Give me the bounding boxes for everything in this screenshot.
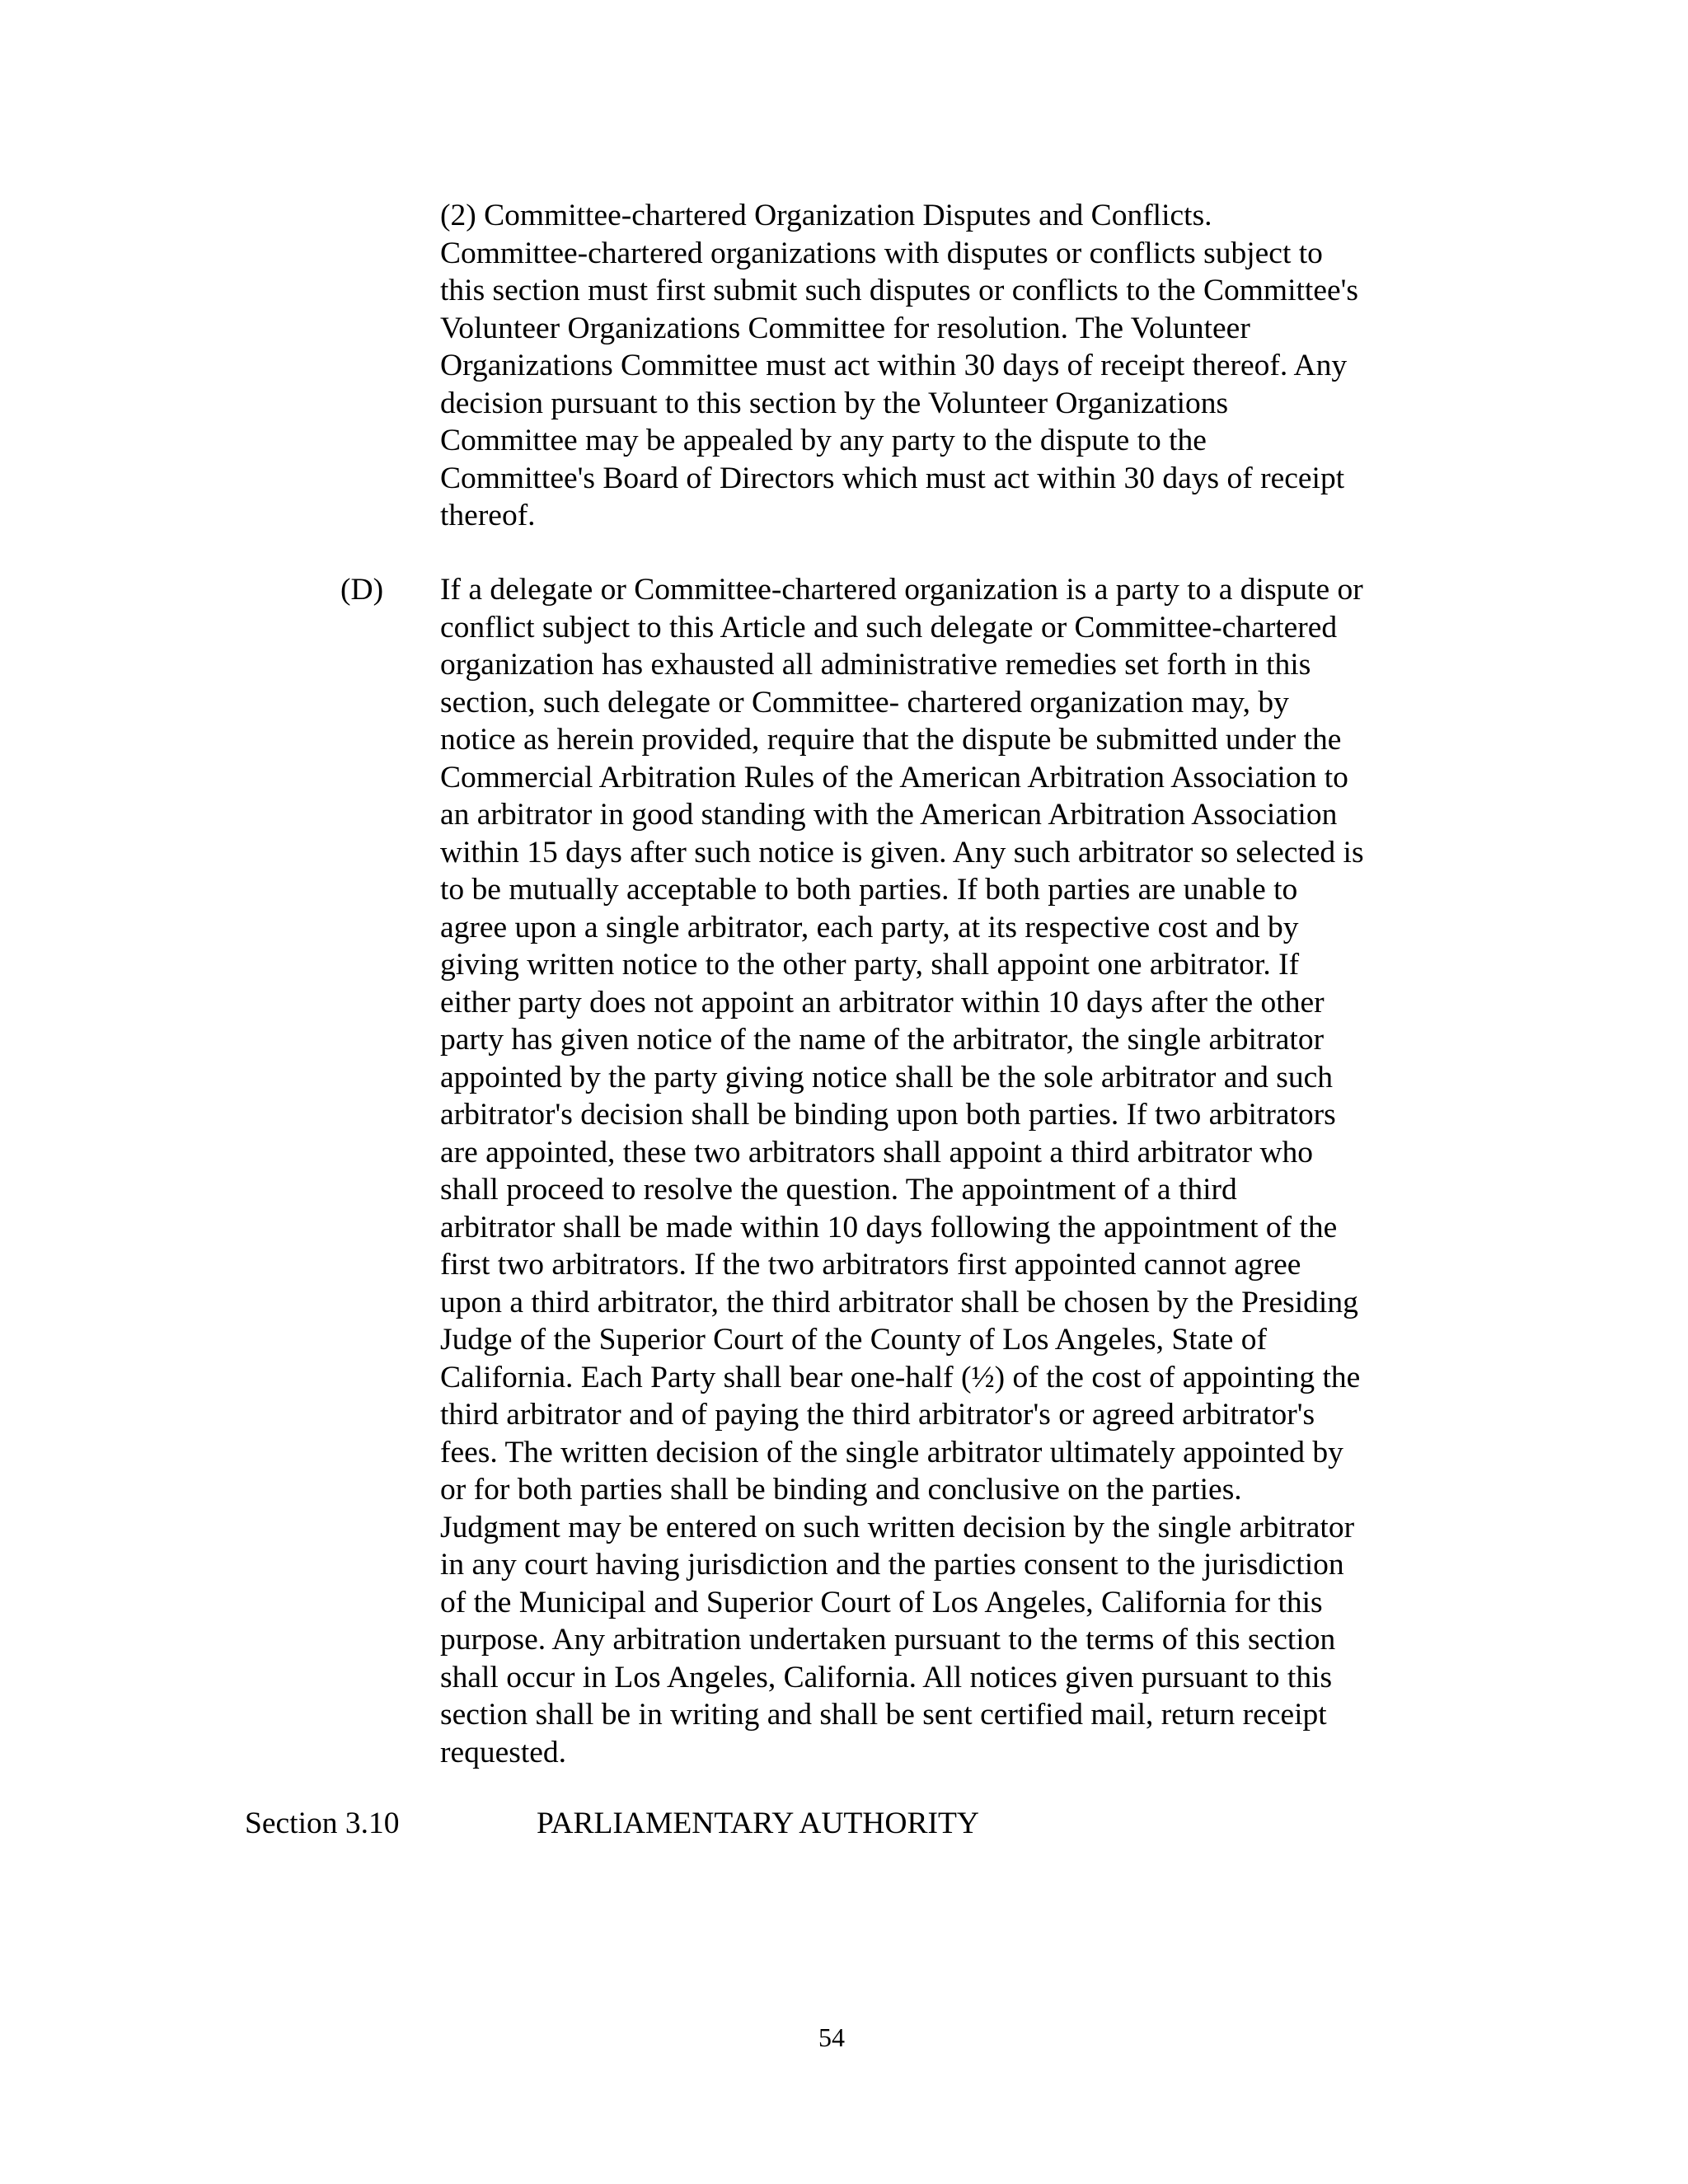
text-line: thereof.: [440, 499, 536, 532]
text-line: to be mutually acceptable to both parties. If both parties are unable to: [440, 873, 1298, 907]
text-line: third arbitrator and of paying the third arbitrator's or agreed arbitrator's: [440, 1398, 1315, 1432]
section-number: Section 3.10: [245, 1807, 400, 1840]
text-line: giving written notice to the other party, shall appoint one arbitrator. If: [440, 948, 1300, 982]
text-line: Commercial Arbitration Rules of the American Arbitration Association to: [440, 760, 1348, 794]
text-line: or for both parties shall be binding and conclusive on the parties.: [440, 1473, 1242, 1507]
text-line: arbitrator shall be made within 10 days following the appointment of the: [440, 1210, 1338, 1244]
text-line: (2) Committee-chartered Organization Disputes and Conflicts.: [440, 199, 1212, 232]
text-line: an arbitrator in good standing with the American Arbitration Association: [440, 798, 1338, 832]
text-line: purpose. Any arbitration undertaken pursuant to the terms of this section: [440, 1623, 1336, 1657]
text-line: arbitrator's decision shall be binding upon both parties. If two arbitrators: [440, 1098, 1336, 1132]
text-line: shall proceed to resolve the question. The appointment of a third: [440, 1173, 1237, 1207]
text-line: Judgment may be entered on such written decision by the single arbitrator: [440, 1510, 1355, 1544]
text-line: California. Each Party shall bear one-half (½) of the cost of appointing the: [440, 1360, 1361, 1394]
text-line: Committee-chartered organizations with disputes or conflicts subject to: [440, 236, 1323, 270]
text-line: fees. The written decision of the single arbitrator ultimately appointed by: [440, 1435, 1343, 1469]
text-line: this section must first submit such disputes or conflicts to the Committee's: [440, 274, 1358, 307]
text-line: agree upon a single arbitrator, each party, at its respective cost and by: [440, 910, 1299, 944]
text-line: party has given notice of the name of the arbitrator, the single arbitrator: [440, 1023, 1325, 1057]
text-line: in any court having jurisdiction and the parties consent to the jurisdiction: [440, 1548, 1344, 1582]
text-line: organization has exhausted all administrative remedies set forth in this: [440, 648, 1311, 682]
text-line: Committee may be appealed by any party to the dispute to the: [440, 424, 1207, 457]
text-line: section shall be in writing and shall be sent certified mail, return receipt: [440, 1698, 1327, 1732]
text-line: requested.: [440, 1735, 567, 1769]
text-line: notice as herein provided, require that the dispute be submitted under the: [440, 723, 1342, 757]
subsection-d-marker: (D): [340, 573, 384, 607]
text-line: Committee's Board of Directors which must act within 30 days of receipt: [440, 461, 1345, 495]
text-line: If a delegate or Committee-chartered organization is a party to a dispute or: [440, 573, 1363, 607]
page-number: 54: [818, 2022, 845, 2052]
text-line: Organizations Committee must act within 30 days of receipt thereof. Any: [440, 349, 1348, 382]
section-title: PARLIAMENTARY AUTHORITY: [537, 1807, 979, 1840]
text-line: first two arbitrators. If the two arbitrators first appointed cannot agree: [440, 1248, 1301, 1282]
text-line: shall occur in Los Angeles, California. All notices given pursuant to this: [440, 1660, 1333, 1694]
text-line: upon a third arbitrator, the third arbitrator shall be chosen by the Presiding: [440, 1285, 1358, 1319]
text-line: section, such delegate or Committee- chartered organization may, by: [440, 685, 1289, 719]
text-line: within 15 days after such notice is given. Any such arbitrator so selected is: [440, 835, 1364, 869]
text-line: conflict subject to this Article and such delegate or Committee-chartered: [440, 610, 1338, 644]
text-line: decision pursuant to this section by the Volunteer Organizations: [440, 386, 1229, 420]
subsection-d-paragraph: [440, 571, 1429, 1771]
text-line: appointed by the party giving notice shall be the sole arbitrator and such: [440, 1060, 1334, 1094]
subsection-2-paragraph: [440, 197, 1429, 535]
text-line: are appointed, these two arbitrators shall appoint a third arbitrator who: [440, 1135, 1314, 1169]
text-line: Volunteer Organizations Committee for resolution. The Volunteer: [440, 311, 1250, 345]
text-line: of the Municipal and Superior Court of Los Angeles, California for this: [440, 1585, 1323, 1619]
text-line: either party does not appoint an arbitrator within 10 days after the other: [440, 985, 1325, 1019]
text-line: Judge of the Superior Court of the County of Los Angeles, State of: [440, 1323, 1267, 1357]
